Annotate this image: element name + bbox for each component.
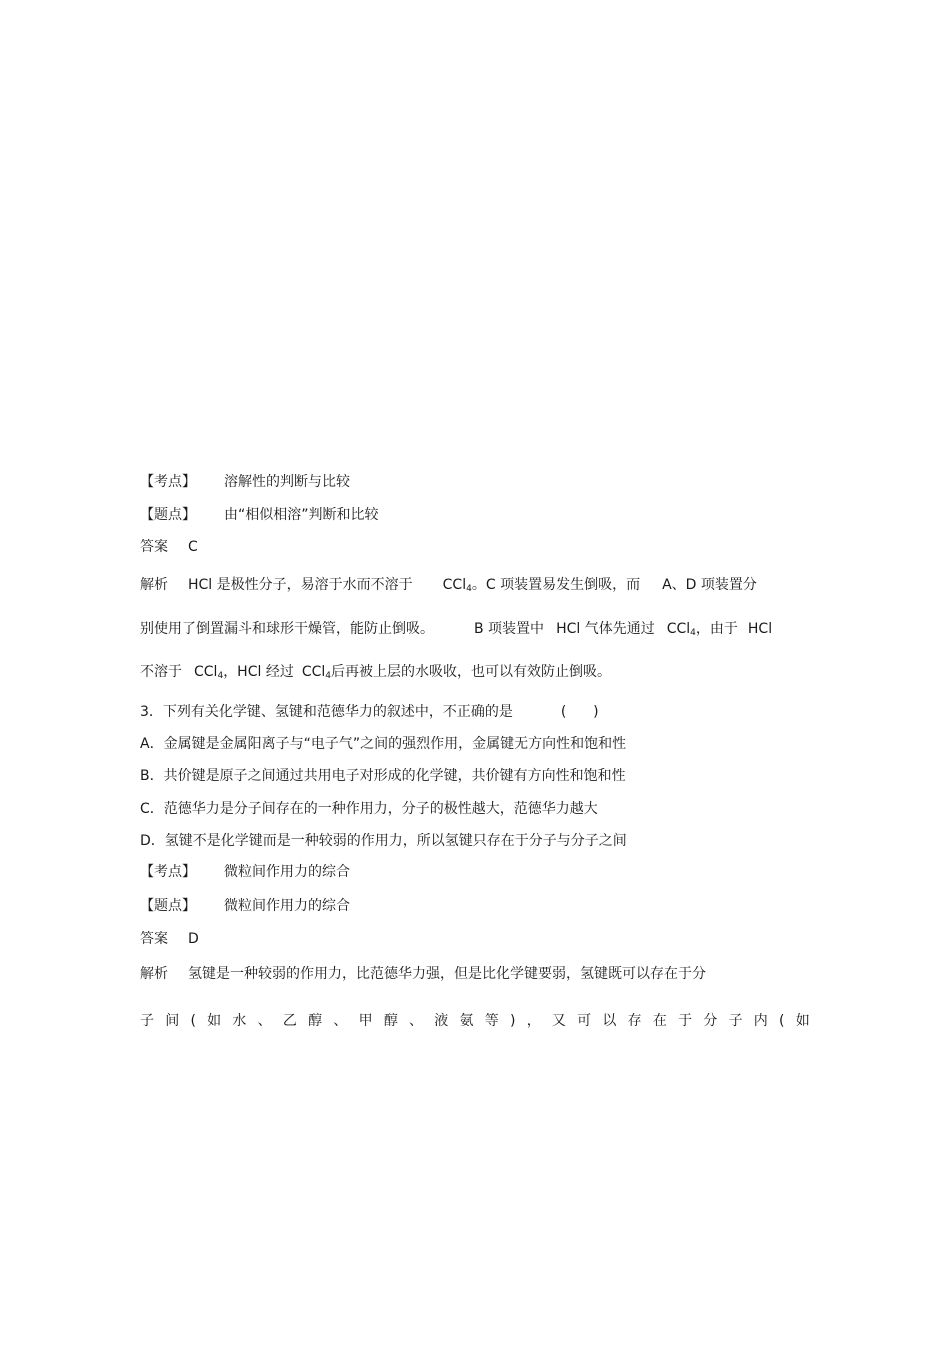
formula-ccl4: CCl$_4$: [666, 621, 696, 638]
analysis-text: HCl 是极性分子，易溶于水而不溶于: [188, 577, 413, 593]
analysis-text: 不溶于: [140, 664, 182, 680]
tidian-text: 微粒间作用力的综合: [224, 898, 350, 914]
option-d: D．氢键不是化学键而是一种较弱的作用力，所以氢键只存在于分子与分子之间: [140, 833, 627, 849]
tidian-text: 由“相似相溶”判断和比较: [224, 507, 379, 523]
question-stem-q3: [140, 702, 599, 722]
analysis-text: 别使用了倒置漏斗和球形干燥管，能防止倒吸。: [140, 621, 434, 637]
justified-char: 甲: [358, 1013, 373, 1029]
analysis-line-2-q3: [140, 1011, 810, 1031]
analysis-label: 解析: [140, 577, 168, 593]
justified-char: 在: [652, 1013, 667, 1029]
justified-char: 可: [577, 1013, 592, 1029]
justified-char: 醇: [383, 1013, 398, 1029]
analysis-text: 后再被上层的水吸收，也可以有效防止倒吸。: [331, 664, 612, 680]
kaodian-text: 微粒间作用力的综合: [224, 864, 350, 880]
kaodian-row-q2: [140, 472, 350, 492]
answer-label: 答案: [140, 931, 168, 947]
answer-bracket: ( ): [560, 704, 599, 720]
justified-char: 间: [165, 1013, 180, 1029]
justified-char: 、: [257, 1013, 272, 1029]
justified-char: ，: [526, 1013, 541, 1029]
justified-char: (: [190, 1013, 196, 1029]
option-c: C．范德华力是分子间存在的一种作用力，分子的极性越大，范德华力越大: [140, 801, 598, 817]
answer-value: C: [188, 539, 198, 555]
analysis-text: 氢键是一种较弱的作用力，比范德华力强，但是比化学键要弱，氢键既可以存在于分: [188, 966, 706, 982]
justified-char: 水: [232, 1013, 247, 1029]
analysis-label: 解析: [140, 966, 168, 982]
kaodian-row-q3: [140, 862, 350, 882]
justified-char: 存: [627, 1013, 642, 1029]
analysis-text: B 项装置中: [474, 621, 545, 637]
analysis-line-2-q2: [140, 619, 772, 641]
option-b: B．共价键是原子之间通过共用电子对形成的化学键，共价键有方向性和饱和性: [140, 768, 626, 784]
formula-ccl4: CCl$_4$: [301, 664, 332, 681]
justified-char: 子: [140, 1013, 154, 1029]
justified-char: ): [509, 1013, 516, 1029]
analysis-line-3-q2: [140, 662, 611, 684]
formula-ccl4: CCl$_4$: [442, 577, 472, 594]
analysis-text: HCl 气体先通过: [556, 621, 655, 637]
analysis-text: 。C 项装置易发生倒吸，而: [471, 577, 641, 593]
justified-char: (: [779, 1013, 785, 1029]
justified-char: 醇: [308, 1013, 323, 1029]
analysis-text: ，由于: [695, 621, 738, 637]
analysis-line-1-q2: [140, 575, 757, 597]
tidian-row-q2: [140, 505, 379, 525]
justified-char: 又: [551, 1013, 566, 1029]
question-stem: 3．下列有关化学键、氢键和范德华力的叙述中，不正确的是: [140, 704, 513, 720]
answer-value: D: [188, 931, 199, 947]
analysis-text: A、D 项装置分: [662, 577, 757, 593]
formula-ccl4: CCl$_4$: [194, 664, 224, 681]
analysis-text: HCl: [747, 621, 773, 637]
justified-char: 于: [678, 1013, 693, 1029]
tidian-row-q3: [140, 896, 350, 916]
justified-char: 以: [602, 1013, 617, 1029]
justified-char: 子: [728, 1013, 743, 1029]
kaodian-tag: 【考点】: [140, 474, 196, 490]
kaodian-tag: 【考点】: [140, 864, 196, 880]
kaodian-text: 溶解性的判断与比较: [224, 474, 350, 490]
answer-row-q2: [140, 537, 198, 557]
answer-row-q3: [140, 929, 199, 949]
justified-char: 、: [409, 1013, 424, 1029]
option-a: A．金属键是金属阳离子与“电子气”之间的强烈作用，金属键无方向性和饱和性: [140, 736, 627, 752]
justified-char: 等: [484, 1013, 499, 1029]
justified-char: 、: [333, 1013, 348, 1029]
justified-char: 分: [703, 1013, 718, 1029]
analysis-text: ，HCl 经过: [223, 664, 294, 680]
justified-char: 如: [207, 1013, 222, 1029]
justified-char: 内: [753, 1013, 768, 1029]
tidian-tag: 【题点】: [140, 507, 196, 523]
justified-char: 氨: [459, 1013, 474, 1029]
justified-char: 液: [434, 1013, 449, 1029]
justified-char: 乙: [282, 1013, 297, 1029]
analysis-line-1-q3: [140, 964, 706, 984]
answer-label: 答案: [140, 539, 168, 555]
tidian-tag: 【题点】: [140, 898, 196, 914]
justified-char: 如: [795, 1013, 810, 1029]
